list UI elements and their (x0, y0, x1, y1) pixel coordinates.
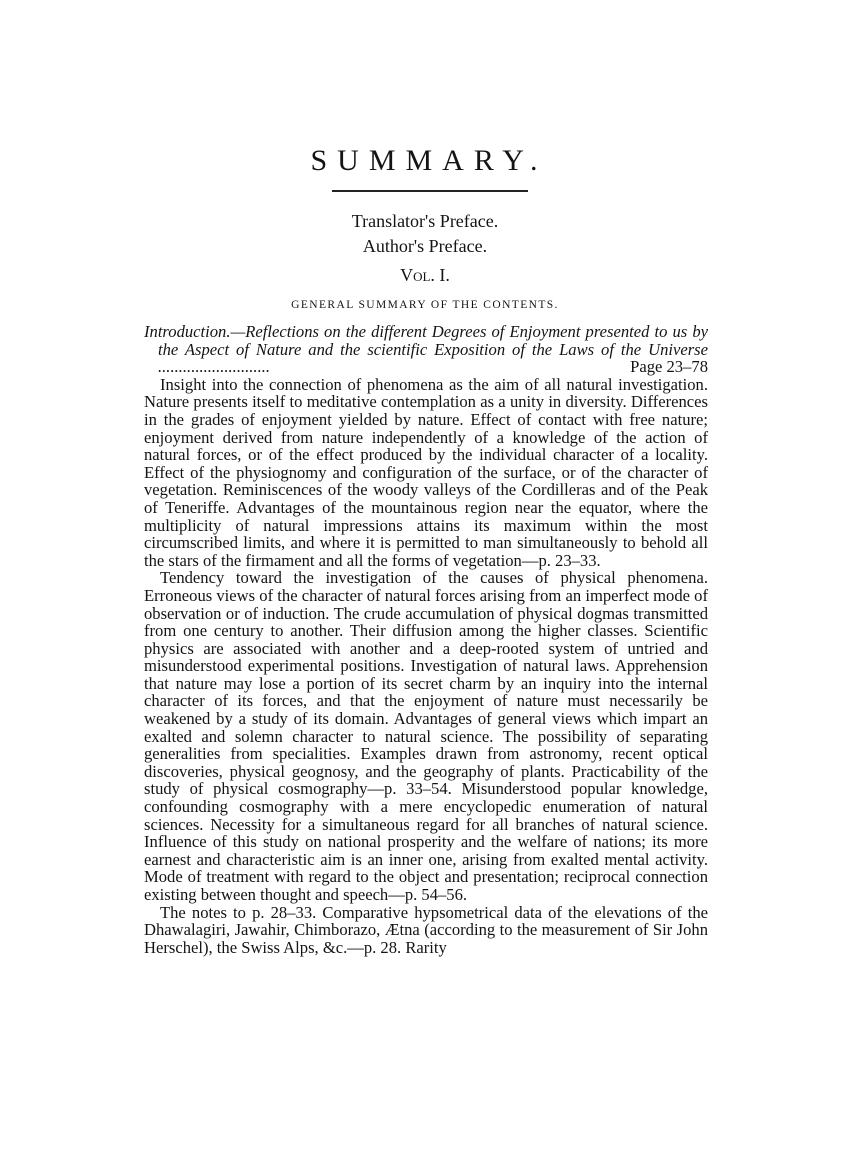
summary-paragraph-1: Insight into the connection of phenomena as the aim of all natural investigation. Nature presents itself to meditative contemplation as a unity in diversity. Differences in the grades of enjoyment yielded by nature. Effect of contact with free nature; enjoyment derived from nature independently of a knowledge of the action of natural forces, or of the effect produced by the individual character of a locality. Effect of the physiognomy and configuration of the surface, or of the character of vegetation. Reminiscences of the woody valleys of the Cordilleras and of the Peak of Teneriffe. Advantages of the mountainous region near the equator, where the multiplicity of natural impressions attains its maximum within the most circumscribed limits, and where it is permitted to man simultaneously to behold all the stars of the firmament and all the forms of vegetation—p. 23–33. (144, 374, 708, 570)
title-rule (332, 190, 528, 192)
volume-heading: Vol. I. (400, 265, 450, 285)
page-title: SUMMARY. (310, 144, 548, 177)
general-summary-heading: GENERAL SUMMARY OF THE CONTENTS. (291, 299, 559, 311)
summary-text (144, 323, 708, 956)
translators-preface: Translator's Preface. (351, 211, 499, 231)
summary-paragraph-3: The notes to p. 28–33. Comparative hypsometrical data of the elevations of the Dhawalagiri, Jawahir, Chimborazo, Ætna (according to the measurement of Sir John Herschel), the Swiss Alps, &c.—p. 28. Rarity (144, 902, 708, 957)
dot-leader: ........................... (158, 357, 271, 377)
introduction-heading: Introduction.—Reflections on the different Degrees of Enjoyment presented to us by the Aspect of Nature and the scientific Exposition of the Laws of the Universe (144, 322, 708, 359)
summary-paragraph-2: Tendency toward the investigation of the causes of physical phenomena. Erroneous views of the character of natural forces arising from an imperfect mode of observation or of induction. The crude accumulation of physical dogmas transmitted from one century to another. Their diffusion among the higher classes. Scientific physics are associated with another and a deep-rooted system of untried and misunderstood experimental positions. Investigation of natural laws. Apprehension that nature may lose a portion of its secret charm by an inquiry into the internal character of its forces, and that the enjoyment of nature must necessarily be weakened by a study of its domain. Advantages of general views which impart an exalted and solemn character to natural science. The possibility of separating generalities from specialities. Examples drawn from astronomy, recent optical discoveries, physical geognosy, and the geography of plants. Practicability of the study of physical cosmography—p. 33–54. Misunderstood popular knowledge, confounding cosmography with a mere encyclopedic enumeration of natural sciences. Necessity for a simultaneous regard for all branches of natural science. Influence of this study on national prosperity and the welfare of nations; its more earnest and characteristic aim is an inner one, arising from exalted mental activity. Mode of treatment with regard to the object and presentation; reciprocal connection existing between thought and speech—p. 54–56. (144, 568, 708, 904)
page-range: Page 23–78 (630, 357, 708, 377)
authors-preface: Author's Preface. (362, 236, 488, 256)
introduction-entry (144, 323, 708, 376)
